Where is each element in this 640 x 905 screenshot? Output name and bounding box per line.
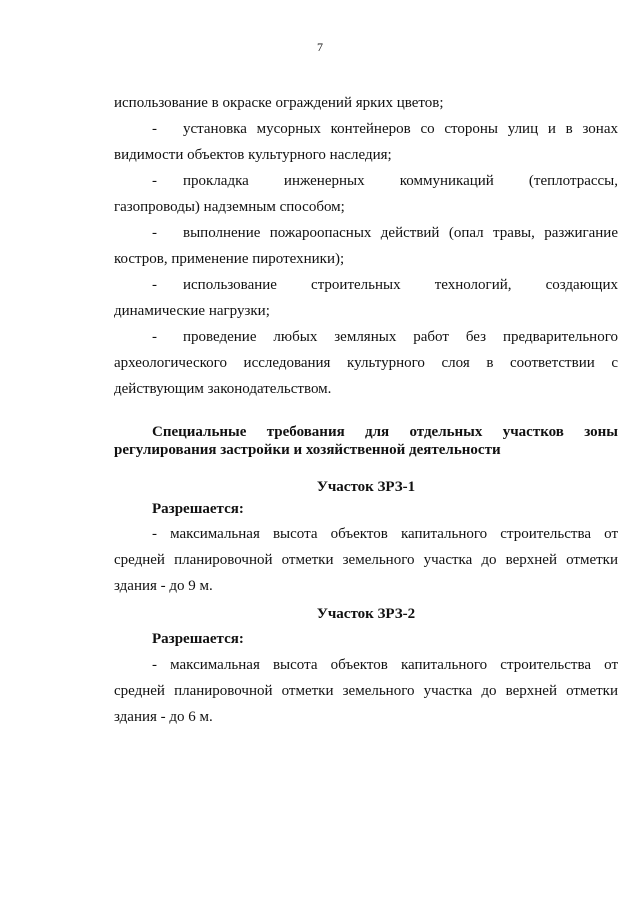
bullet-continuation: газопроводы) надземным способом; [114, 199, 345, 215]
plot-title: Участок ЗРЗ-2 [316, 606, 416, 622]
plot-text: средней планировочной отметки земельного участка до верхней отметки [114, 552, 618, 568]
section-heading: Специальные требования для отдельных участков зоны [152, 424, 618, 440]
bullet-dash: - [152, 121, 157, 137]
bullet-continuation: видимости объектов культурного наследия; [114, 147, 392, 163]
intro-line: использование в окраске ограждений ярких цветов; [114, 95, 444, 111]
bullet-continuation: археологического исследования культурного слоя в соответствии с [114, 355, 618, 371]
bullet-text: прокладка инженерных коммуникаций (теплотрассы, [183, 173, 618, 189]
section-heading-continuation: регулирования застройки и хозяйственной деятельности [114, 442, 501, 458]
plot-text: здания - до 6 м. [114, 709, 213, 725]
bullet-text: установка мусорных контейнеров со стороны улиц и в зонах [183, 121, 618, 137]
plot-text: - максимальная высота объектов капитального строительства от [152, 526, 618, 542]
bullet-dash: - [152, 329, 157, 345]
bullet-continuation: динамические нагрузки; [114, 303, 270, 319]
bullet-text: проведение любых земляных работ без предварительного [183, 329, 618, 345]
bullet-continuation: действующим законодательством. [114, 381, 332, 397]
allowed-label: Разрешается: [152, 501, 244, 517]
bullet-text: выполнение пожароопасных действий (опал травы, разжигание [183, 225, 618, 241]
plot-text: средней планировочной отметки земельного участка до верхней отметки [114, 683, 618, 699]
plot-title: Участок ЗРЗ-1 [316, 479, 416, 495]
bullet-text: использование строительных технологий, создающих [183, 277, 618, 293]
allowed-label: Разрешается: [152, 631, 244, 647]
bullet-dash: - [152, 225, 157, 241]
bullet-dash: - [152, 173, 157, 189]
bullet-dash: - [152, 277, 157, 293]
plot-text: - максимальная высота объектов капитального строительства от [152, 657, 618, 673]
bullet-continuation: костров, применение пиротехники); [114, 251, 345, 267]
plot-text: здания - до 9 м. [114, 578, 213, 594]
page-number: 7 [317, 40, 323, 54]
